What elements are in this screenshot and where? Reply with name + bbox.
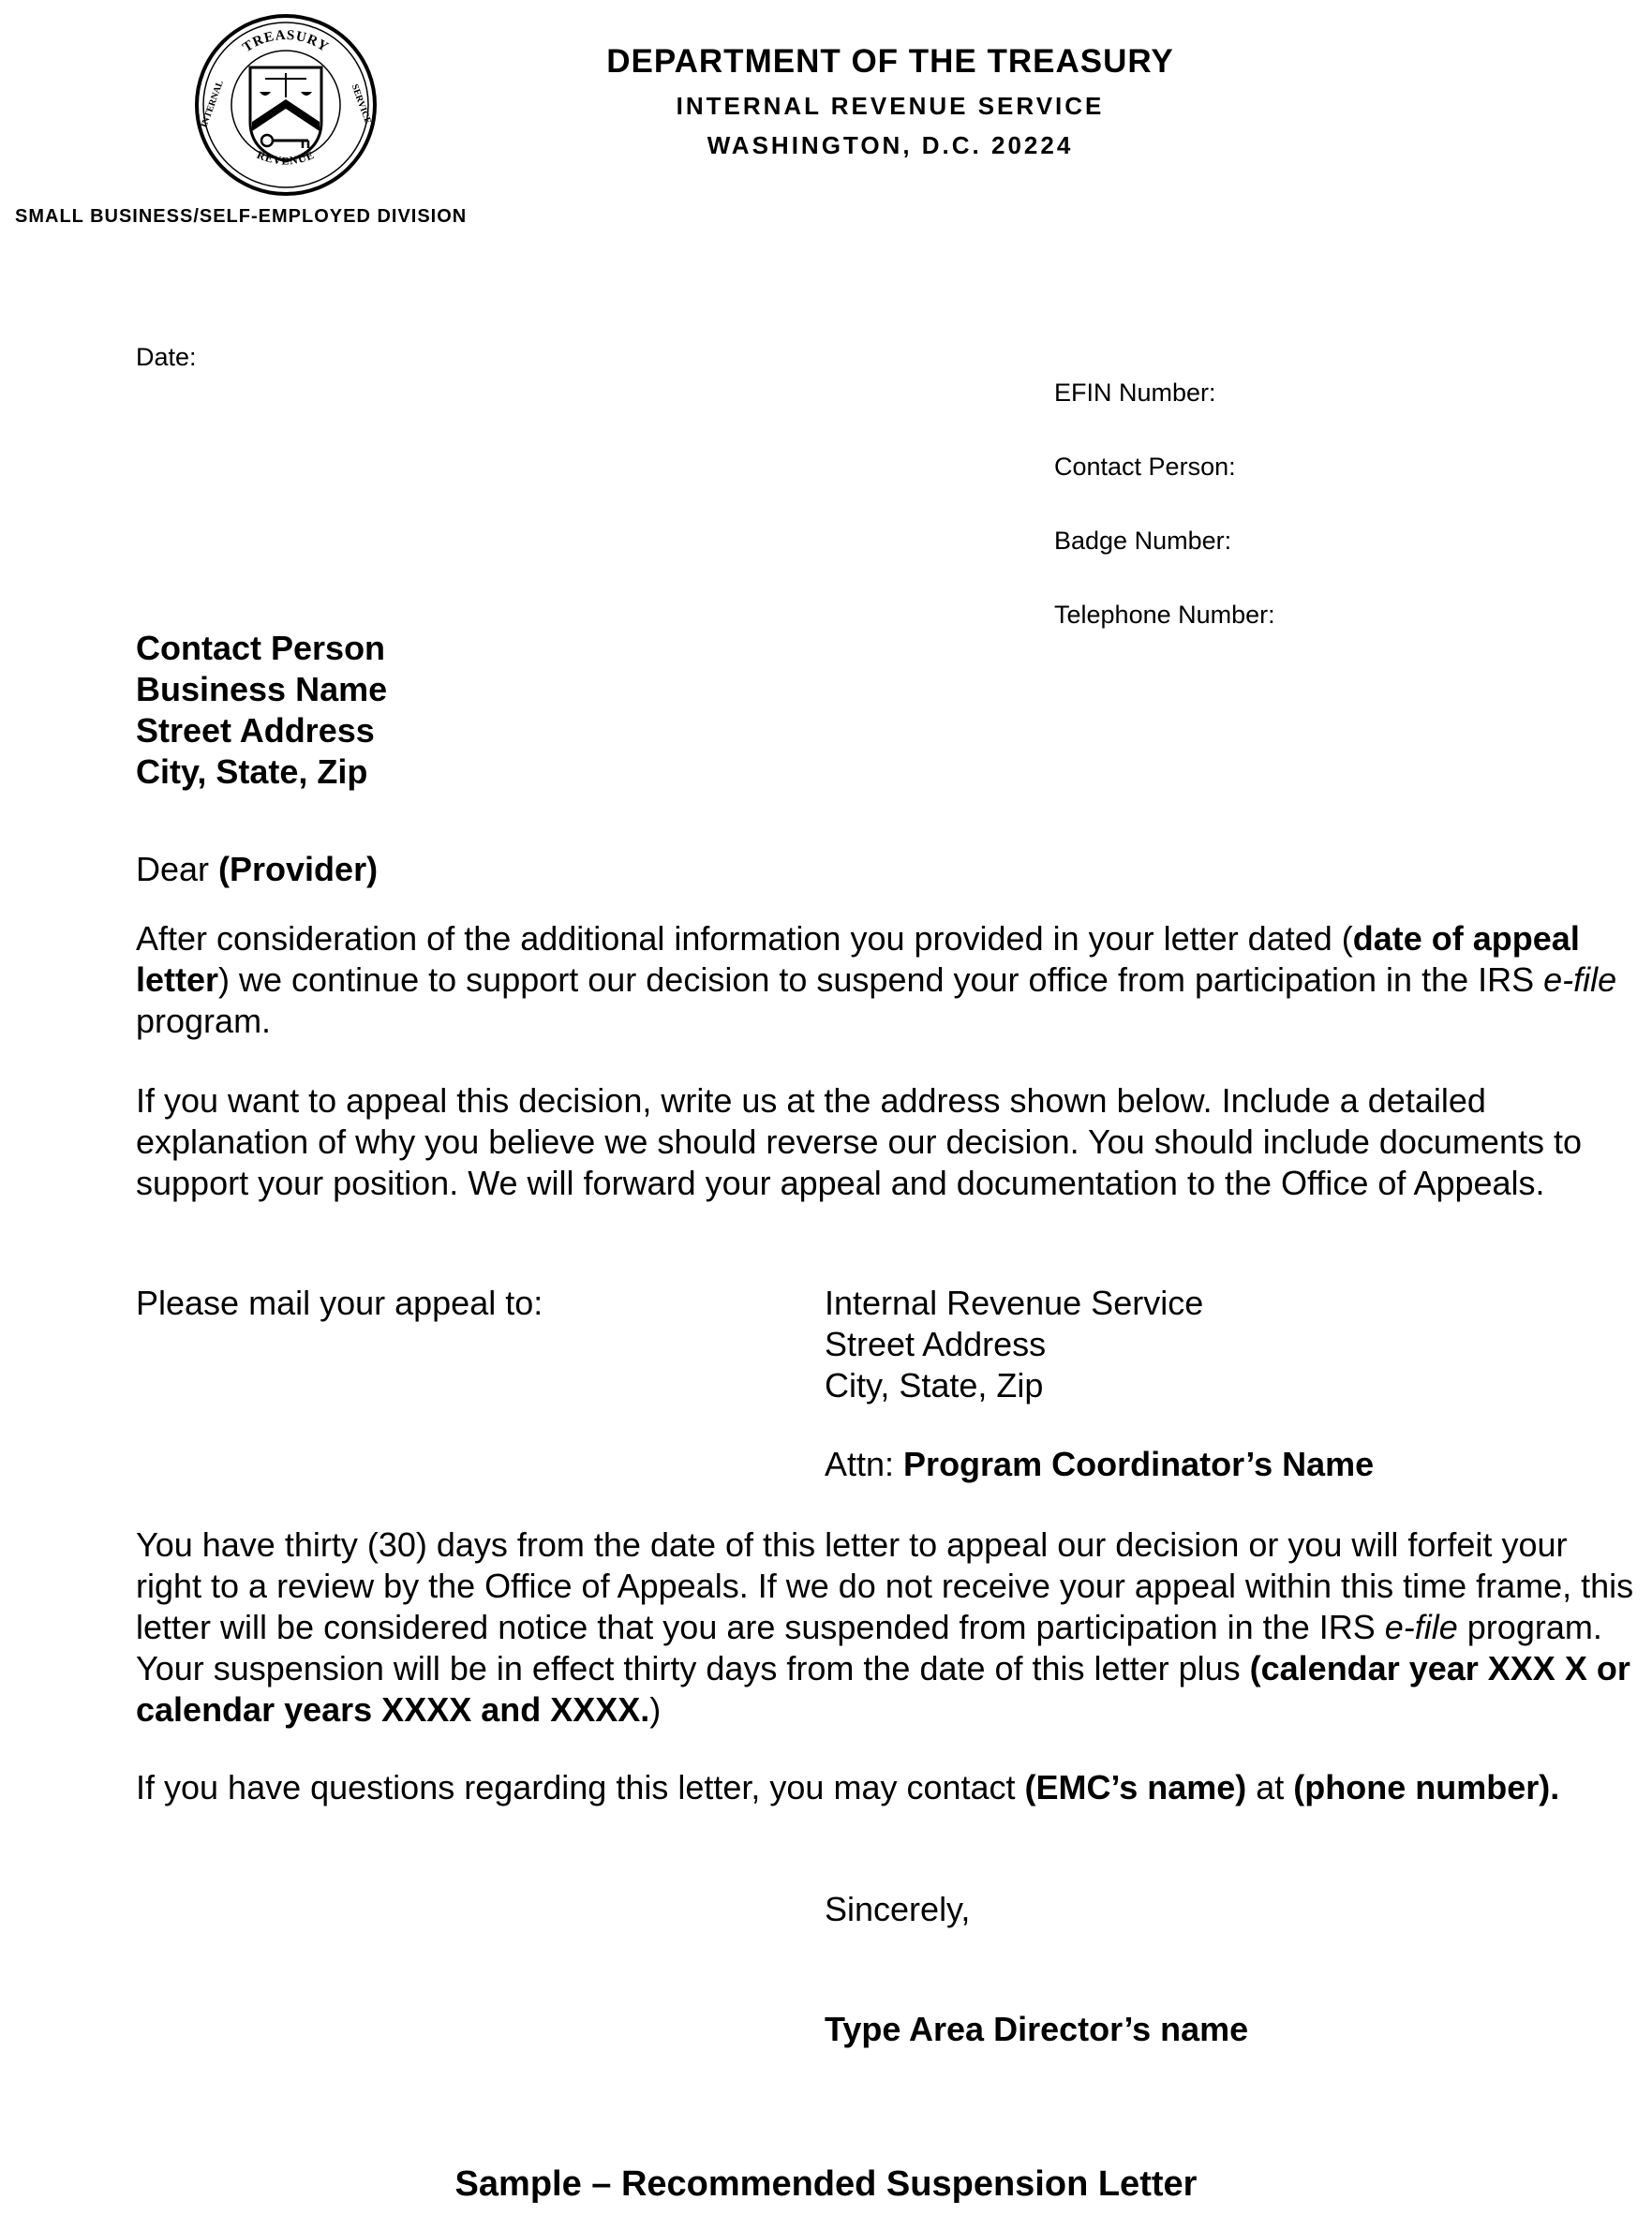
paragraph-deadline: You have thirty (30) days from the date of this letter to appeal our decision or you will forfeit your right to a review by the Office of Appeals. If we do not receive your appeal within this time frame, this letter will be considered notice that you are suspended from participation in the IRS e-file program. Your suspension will be in effect thirty days from the date of this letter plus (calendar year XXX X or calendar years XXXX and XXXX.)	[136, 1525, 1634, 1729]
svg-text:SERVICE: SERVICE	[349, 82, 374, 126]
agency-address: WASHINGTON, D.C. 20224	[707, 131, 1074, 159]
mailing-attention: Attn: Program Coordinator’s Name	[825, 1445, 1375, 1483]
mailing-label: Please mail your appeal to:	[136, 1284, 543, 1322]
recipient-address	[136, 628, 387, 793]
paragraph-appeal-instructions: If you want to appeal this decision, write us at the address shown below. Include a detailed explanation of why you believe we should reverse our decision. You should include documents to support your position. We will forward your appeal and documentation to the Office of Appeals.	[136, 1081, 1582, 1202]
telephone-number-label: Telephone Number:	[1054, 601, 1275, 629]
paragraph-decision: After consideration of the additional information you provided in your letter dated (date of appeal letter) we continue to support our decision to suspend your office from participation in the IRS e-file program.	[136, 919, 1617, 1040]
badge-number-label: Badge Number:	[1054, 527, 1232, 555]
recipient-street-address: Street Address	[136, 711, 375, 750]
agency-heading: INTERNAL REVENUE SERVICE	[676, 92, 1105, 120]
signer-name: Type Area Director’s name	[825, 2010, 1249, 2048]
mailing-address	[825, 1283, 1203, 1406]
recipient-contact-person: Contact Person	[136, 629, 386, 667]
svg-text:TREASURY: TREASURY	[240, 27, 332, 56]
salutation: Dear (Provider)	[136, 850, 379, 888]
contact-person-label: Contact Person:	[1054, 453, 1236, 481]
paragraph-contact: If you have questions regarding this letter, you may contact (EMC’s name) at (phone number).	[136, 1768, 1560, 1806]
department-heading: DEPARTMENT OF THE TREASURY	[606, 43, 1174, 80]
recipient-city-state-zip: City, State, Zip	[136, 752, 368, 791]
date-field-label: Date:	[136, 343, 197, 371]
treasury-seal-logo	[192, 11, 380, 199]
efin-number-label: EFIN Number:	[1054, 379, 1216, 407]
sample-letter-title: Sample – Recommended Suspension Letter	[454, 2164, 1198, 2204]
svg-text:REVENUE: REVENUE	[255, 147, 317, 168]
closing-sincerely: Sincerely,	[825, 1890, 971, 1928]
svg-text:INTERNAL: INTERNAL	[199, 79, 226, 129]
mailing-line-street: Street Address	[825, 1325, 1047, 1363]
division-label: SMALL BUSINESS/SELF-EMPLOYED DIVISION	[15, 206, 468, 227]
mailing-line-city: City, State, Zip	[825, 1366, 1044, 1405]
mailing-line-agency: Internal Revenue Service	[825, 1284, 1204, 1322]
recipient-business-name: Business Name	[136, 670, 388, 708]
